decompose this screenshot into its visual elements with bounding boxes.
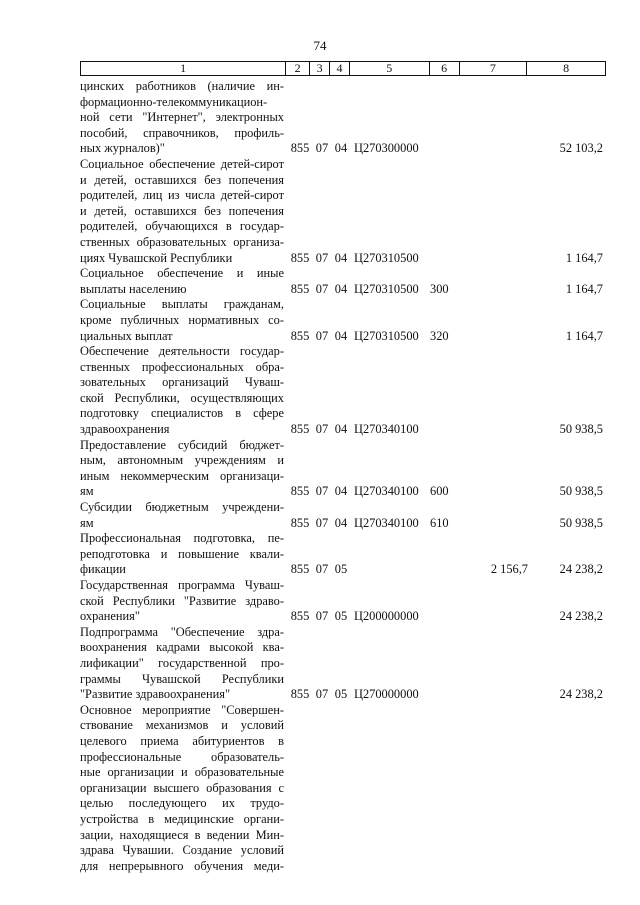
header-col-2: 2	[286, 62, 310, 75]
description-line: формационно-телекоммуникацион-	[80, 94, 268, 109]
row-description	[80, 531, 284, 578]
cell-subchapter: 04	[334, 422, 348, 437]
cell-section-code: 855	[290, 515, 310, 530]
cell-section-code: 855	[290, 281, 310, 296]
cell-chapter: 07	[315, 515, 329, 530]
table-row	[80, 266, 606, 297]
header-col-4: 4	[330, 62, 350, 75]
cell-chapter: 07	[315, 562, 329, 577]
description-line: ной сети "Интернет", электронных	[80, 110, 284, 125]
table-row	[80, 344, 606, 438]
cell-target-article: Ц270300000	[354, 141, 419, 156]
description-line: Социальное обеспечение и иные	[80, 266, 284, 281]
header-col-5: 5	[350, 62, 430, 75]
description-line: Предоставление субсидий бюджет-	[80, 437, 284, 452]
cell-section-code: 855	[290, 422, 310, 437]
cell-target-article: Ц270340100	[354, 515, 419, 530]
cell-target-article: Ц270340100	[354, 484, 419, 499]
description-line: ям	[80, 515, 94, 530]
description-line: здрава Чувашии. Создание условий	[80, 843, 284, 858]
cell-section-code: 855	[290, 328, 310, 343]
description-line: целью последующего их трудо-	[80, 796, 284, 811]
cell-amount-total: 24 238,2	[559, 687, 603, 702]
cell-subchapter: 04	[334, 328, 348, 343]
cell-chapter: 07	[315, 281, 329, 296]
description-line: ственных профессиональных обра-	[80, 359, 284, 374]
description-line: граммы Чувашской Республики	[80, 671, 284, 686]
table-row	[80, 500, 606, 531]
description-line: Основное мероприятие "Совершен-	[80, 702, 284, 717]
cell-subchapter: 04	[334, 515, 348, 530]
description-line: ные организации и образовательные	[80, 765, 284, 780]
cell-subchapter: 04	[334, 250, 348, 265]
table-row	[80, 79, 606, 157]
description-line: ской Республики "Развитие здраво-	[80, 593, 284, 608]
description-line: пособий, справочников, профиль-	[80, 125, 284, 140]
description-line: циях Чувашской Республики	[80, 250, 233, 265]
cell-chapter: 07	[315, 687, 329, 702]
description-line: профессиональные образователь-	[80, 749, 284, 764]
row-description	[80, 703, 284, 875]
cell-chapter: 07	[315, 250, 329, 265]
row-description	[80, 344, 284, 438]
description-line: Социальное обеспечение детей-сирот	[80, 156, 284, 171]
description-line: ным, автономным учреждениям и	[80, 453, 284, 468]
description-line: зации, находящиеся в ведении Мин-	[80, 827, 284, 842]
table-row	[80, 438, 606, 500]
description-line: и детей, оставшихся без попечения	[80, 203, 284, 218]
cell-amount-total: 1 164,7	[565, 281, 603, 296]
description-line: ных журналов)"	[80, 141, 165, 156]
cell-chapter: 07	[315, 328, 329, 343]
cell-chapter: 07	[315, 609, 329, 624]
header-col-8: 8	[563, 61, 570, 75]
cell-target-article: Ц270310500	[354, 281, 419, 296]
description-line: ственных образовательных организа-	[80, 234, 284, 249]
description-line: организации высшего образования с	[80, 780, 284, 795]
table-row	[80, 703, 606, 875]
table-row	[80, 578, 606, 625]
description-line: выплаты населению	[80, 281, 187, 296]
description-line: иным некоммерческим организаци-	[80, 468, 284, 483]
description-line: Государственная программа Чуваш-	[80, 578, 284, 592]
description-line: здравоохранения	[80, 422, 170, 437]
cell-expense-type: 610	[430, 515, 449, 530]
table-row	[80, 157, 606, 266]
cell-subchapter: 05	[334, 562, 348, 577]
cell-target-article: Ц200000000	[354, 609, 419, 624]
cell-target-article: Ц270000000	[354, 687, 419, 702]
description-line: целевого приема абитуриентов в	[80, 733, 284, 748]
description-line: Профессиональная подготовка, пе-	[80, 531, 284, 546]
cell-expense-type: 320	[430, 328, 449, 343]
cell-amount-total: 50 938,5	[559, 515, 603, 530]
description-line: Обеспечение деятельности государ-	[80, 344, 284, 359]
cell-chapter: 07	[315, 141, 329, 156]
cell-amount-total: 1 164,7	[565, 250, 603, 265]
description-line: и детей, оставшихся без попечения	[80, 172, 284, 187]
header-col-3: 3	[310, 62, 330, 75]
description-line: Социальные выплаты гражданам,	[80, 297, 284, 312]
cell-amount-total: 50 938,5	[559, 484, 603, 499]
table-row	[80, 531, 606, 578]
cell-chapter: 07	[315, 422, 329, 437]
row-description	[80, 297, 284, 344]
row-description	[80, 438, 284, 500]
cell-subchapter: 05	[334, 687, 348, 702]
row-description	[80, 625, 284, 703]
cell-section-code: 855	[290, 484, 310, 499]
cell-subchapter: 04	[334, 141, 348, 156]
cell-section-code: 855	[290, 141, 310, 156]
row-description	[80, 500, 284, 531]
description-line: циальных выплат	[80, 328, 173, 343]
page-number: 74	[313, 38, 327, 53]
row-description	[80, 266, 284, 297]
cell-amount-total: 52 103,2	[559, 141, 603, 156]
header-col-6: 6	[430, 62, 460, 75]
description-line: ям	[80, 484, 94, 499]
description-line: Подпрограмма "Обеспечение здра-	[80, 624, 284, 639]
description-line: ствование механизмов и условий	[80, 718, 284, 733]
description-line: цинских работников (наличие ин-	[80, 79, 284, 93]
description-line: фикации	[80, 562, 126, 577]
description-line: охранения"	[80, 609, 140, 624]
description-line: подготовку специалистов в сфере	[80, 406, 284, 421]
cell-expense-type: 600	[430, 484, 449, 499]
table-row	[80, 625, 606, 703]
description-line: зовательных организаций Чуваш-	[80, 375, 284, 390]
description-line: устройства в медицинские органи-	[80, 811, 284, 826]
header-col-7: 7	[460, 62, 528, 75]
description-line: ской Республики, осуществляющих	[80, 390, 284, 405]
cell-amount-change: 2 156,7	[490, 562, 528, 577]
cell-subchapter: 04	[334, 484, 348, 499]
description-line: "Развитие здравоохранения"	[80, 687, 231, 702]
cell-amount-total: 24 238,2	[559, 562, 603, 577]
description-line: реподготовка и повышение квали-	[80, 546, 284, 561]
row-description	[80, 157, 284, 266]
description-line: Субсидии бюджетным учреждени-	[80, 500, 284, 515]
row-description	[80, 578, 284, 625]
table-row	[80, 297, 606, 344]
cell-amount-total: 1 164,7	[565, 328, 603, 343]
row-description	[80, 79, 284, 157]
cell-section-code: 855	[290, 562, 310, 577]
description-line: кроме публичных нормативных со-	[80, 312, 284, 327]
description-line: лификации" государственной про-	[80, 655, 284, 670]
cell-subchapter: 04	[334, 281, 348, 296]
cell-chapter: 07	[315, 484, 329, 499]
description-line: воохранения кадрами высокой ква-	[80, 640, 284, 655]
description-line: для непрерывного обучения меди-	[80, 858, 284, 873]
cell-section-code: 855	[290, 250, 310, 265]
header-col-1: 1	[81, 62, 286, 75]
cell-amount-total: 24 238,2	[559, 609, 603, 624]
cell-expense-type: 300	[430, 281, 449, 296]
table-body	[80, 79, 606, 874]
description-line: родителей, лиц из числа детей-сирот	[80, 188, 284, 203]
table-header-row	[80, 61, 606, 76]
cell-section-code: 855	[290, 687, 310, 702]
cell-target-article: Ц270310500	[354, 328, 419, 343]
cell-target-article: Ц270310500	[354, 250, 419, 265]
cell-section-code: 855	[290, 609, 310, 624]
cell-target-article: Ц270340100	[354, 422, 419, 437]
description-line: родителей, обучающихся в государ-	[80, 219, 284, 234]
cell-amount-total: 50 938,5	[559, 422, 603, 437]
cell-subchapter: 05	[334, 609, 348, 624]
